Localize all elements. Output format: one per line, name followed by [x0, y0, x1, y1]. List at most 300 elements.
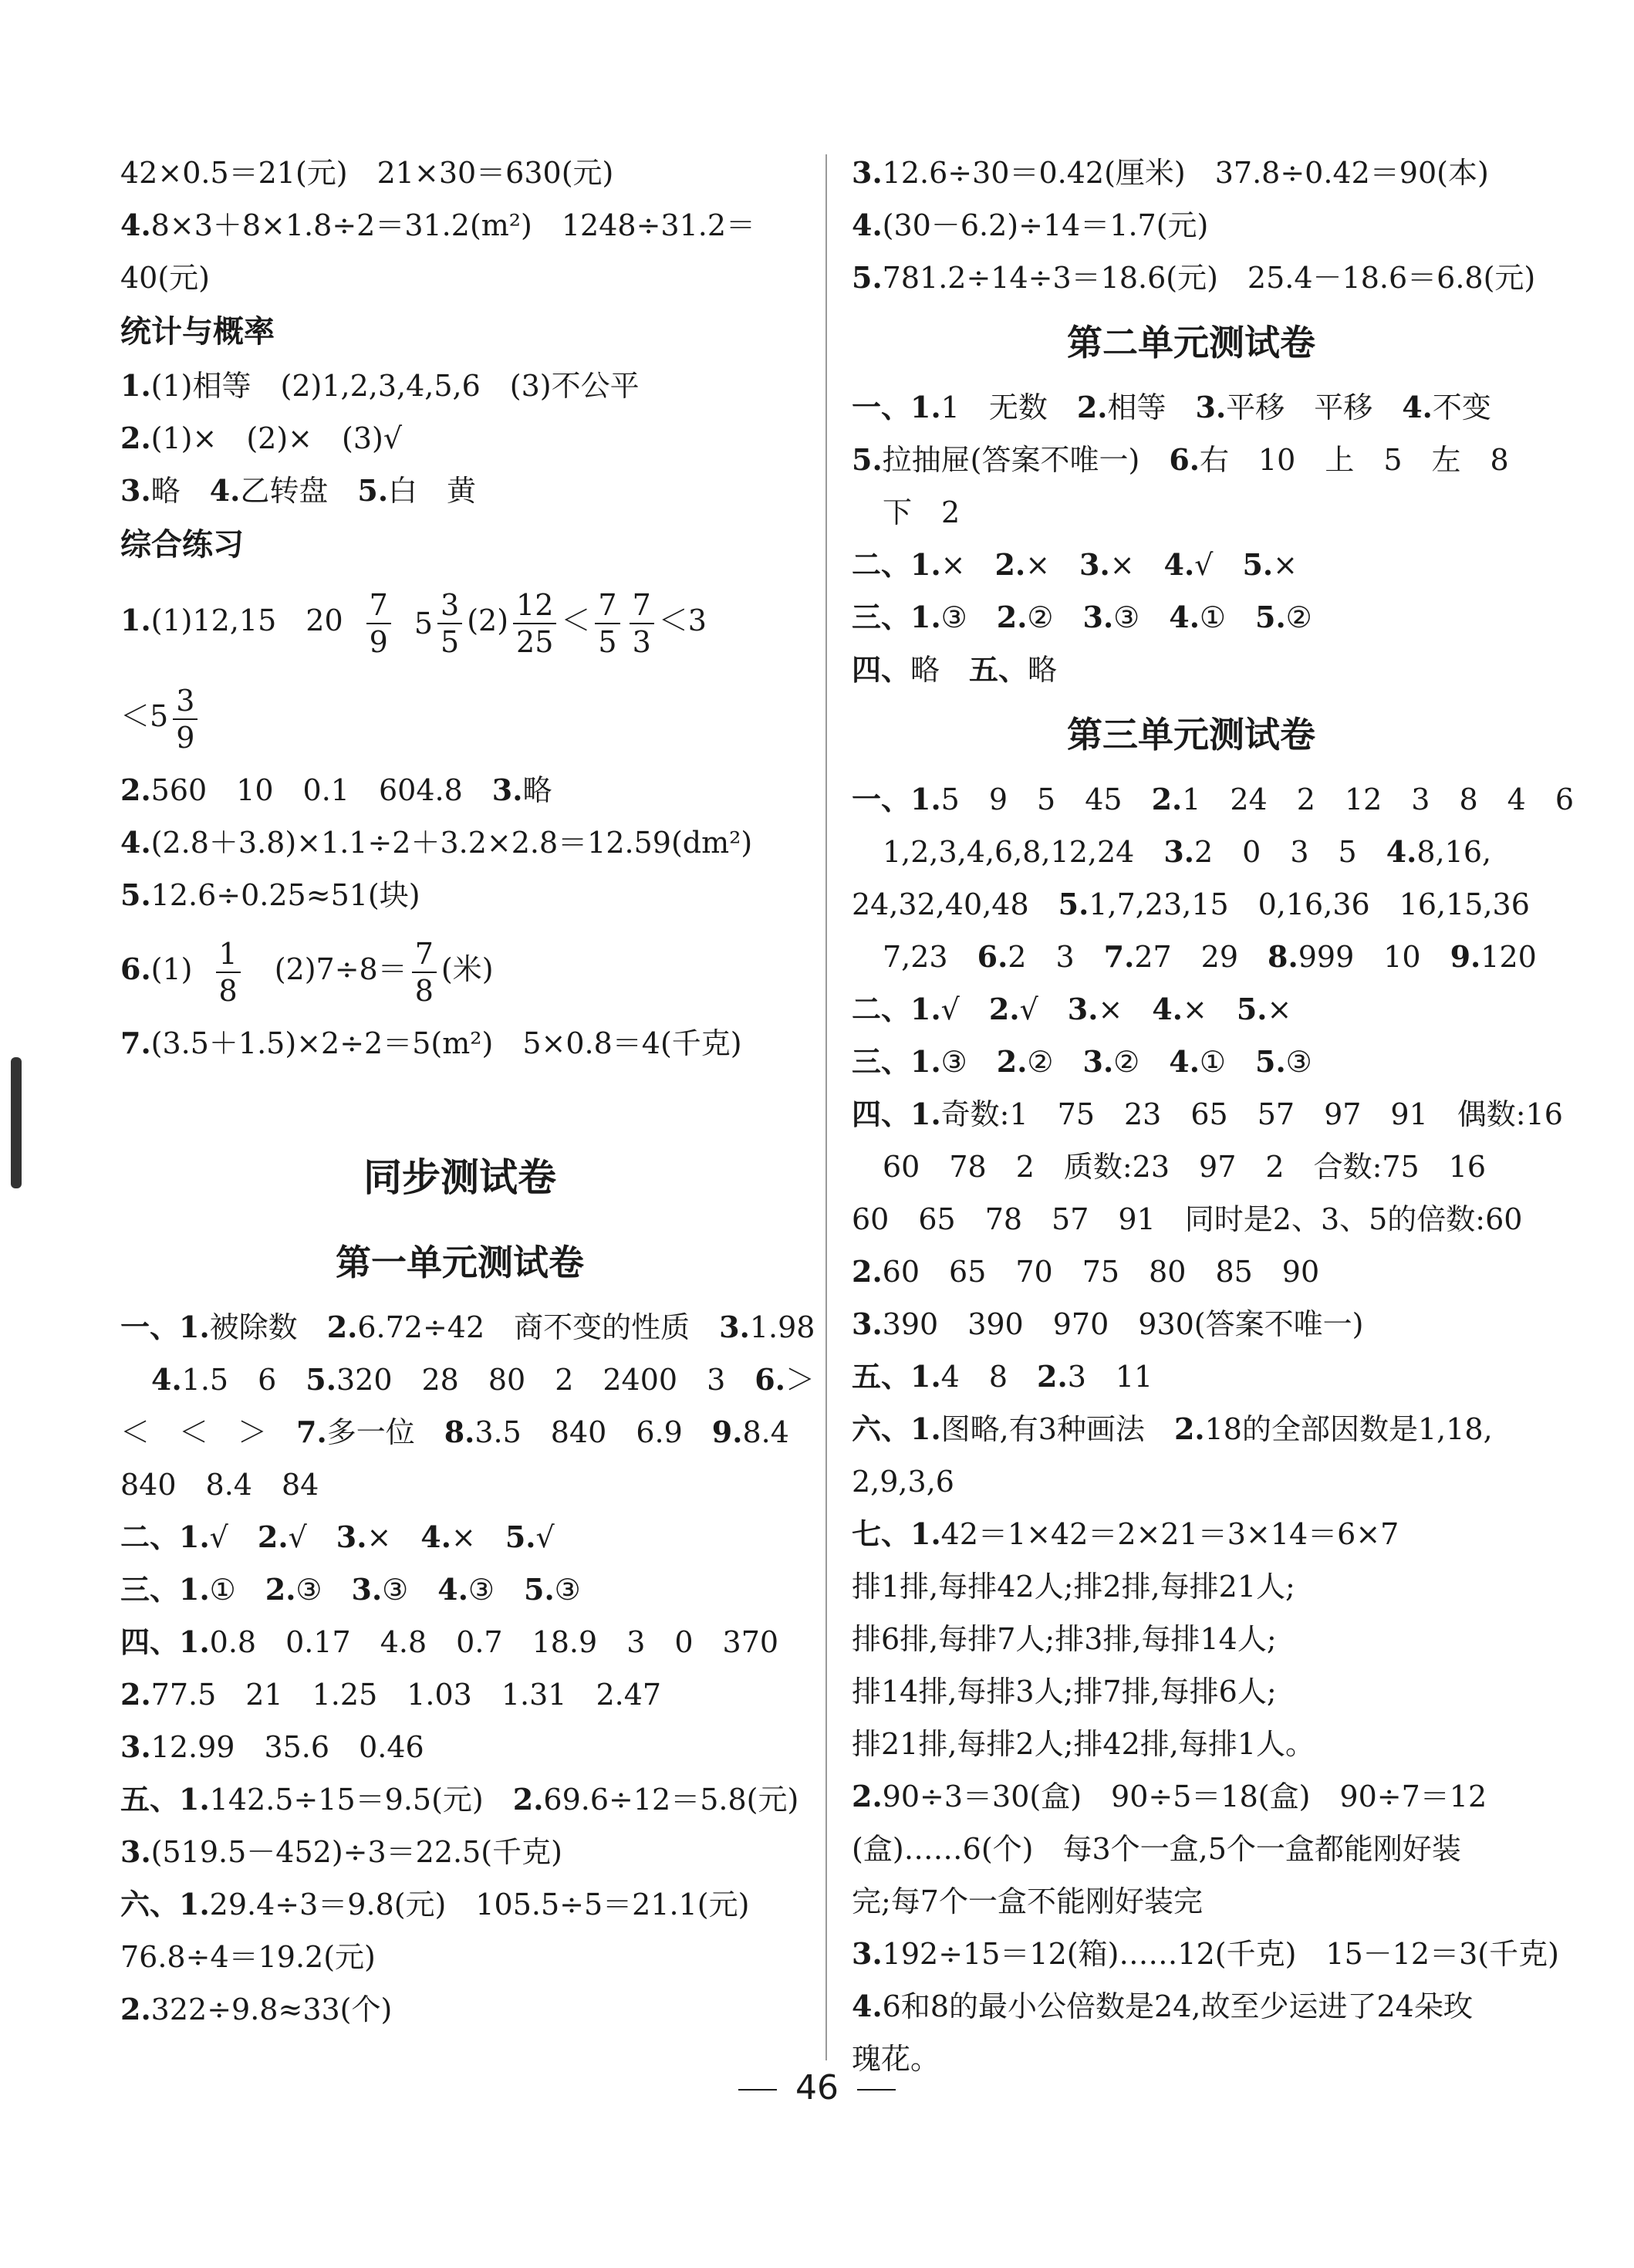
answer-text: 排1排,每排42人;排2排,每排21人;	[852, 1570, 1295, 1604]
item-number: 2.	[326, 1310, 358, 1344]
item-number: 3.	[1195, 390, 1227, 424]
answer-line	[120, 1406, 799, 1458]
item-number: 7.	[120, 1026, 151, 1060]
answer-text: (米)	[441, 952, 494, 986]
numerator: 3	[437, 587, 462, 624]
answer-line	[852, 1770, 1531, 1823]
answer-text: 平移 平移	[1226, 390, 1403, 424]
answer-text: 560 10 0.1 604.8	[150, 773, 492, 807]
unit-title: 第一单元测试卷	[336, 1242, 584, 1283]
answer-text: ③	[468, 1573, 524, 1607]
answer-line	[120, 1668, 799, 1721]
answer-line-fraction	[120, 921, 799, 1017]
answer-text: (519.5－452)÷3＝22.5(千克)	[150, 1835, 562, 1869]
answer-line	[120, 1616, 799, 1668]
column-divider	[825, 154, 827, 2060]
answer-text: 1 24 2 12 3 8 4 6	[1182, 782, 1575, 816]
fraction	[437, 587, 462, 660]
answer-text: 90÷3＝30(盒) 90÷5＝18(盒) 90÷7＝12	[882, 1780, 1487, 1813]
answer-text: √	[1194, 548, 1243, 582]
answer-line	[120, 252, 799, 304]
item-number: 4.	[151, 1362, 182, 1397]
numerator: 12	[513, 587, 556, 624]
item-number: 5.	[852, 260, 883, 295]
answer-line	[852, 773, 1575, 826]
answer-line	[852, 591, 1531, 644]
answer-text: 乙转盘	[240, 474, 358, 508]
answer-text: ③	[940, 600, 997, 634]
answer-text: 排21排,每排2人;排42排,每排1人。	[852, 1727, 1315, 1761]
answer-text: 白 黄	[388, 474, 477, 508]
item-number: 3.	[1082, 600, 1114, 634]
answer-text: ③	[554, 1573, 581, 1607]
item-number: 6.	[1169, 442, 1200, 477]
section-heading: 统计与概率	[120, 314, 275, 350]
answer-line-fraction	[120, 668, 799, 764]
answer-text: 29.4÷3＝9.8(元) 105.5÷5＝21.1(元)	[209, 1888, 750, 1922]
answer-line	[120, 1931, 799, 1983]
answer-line	[852, 1088, 1563, 1141]
item-number: 4.	[437, 1572, 468, 1607]
numerator: 7	[630, 587, 654, 624]
item-number: 3.	[1067, 992, 1099, 1026]
item-number: 4.	[120, 825, 151, 860]
item-number: 3.	[852, 1936, 883, 1971]
item-number: 2.	[996, 600, 1028, 634]
answer-text: 奇数:1 75 23 65 57 97 91 偶数:16	[940, 1097, 1563, 1131]
answer-line	[120, 869, 799, 921]
answer-text: 不变	[1432, 390, 1491, 424]
answer-line	[852, 931, 1537, 983]
answer-text: √	[288, 1520, 336, 1554]
answer-line	[120, 1563, 799, 1616]
answer-text: ×	[1182, 992, 1237, 1026]
answer-text: (2.8＋3.8)×1.1÷2＋3.2×2.8＝12.59(dm²)	[150, 826, 753, 860]
item-number: 5.	[1255, 1044, 1286, 1079]
answer-text: 60 65 70 75 80 85 90	[882, 1255, 1320, 1289]
fraction	[630, 587, 654, 660]
unit-title: 第二单元测试卷	[1067, 322, 1315, 363]
denominator: 9	[176, 720, 195, 755]
item-number: 5.	[505, 1519, 536, 1554]
numerator: 7	[412, 936, 437, 973]
answer-text: 相等	[1107, 390, 1196, 424]
answer-text: √	[535, 1520, 555, 1554]
answer-line	[852, 826, 1531, 878]
item-number: 2.	[994, 547, 1026, 582]
answer-text: 12.6÷0.25≈51(块)	[150, 878, 420, 912]
answer-text: 略	[1028, 653, 1058, 687]
answer-line	[852, 1403, 1531, 1455]
answer-text: 5 9 5 45	[940, 782, 1152, 816]
item-number: 9.	[1450, 939, 1481, 974]
item-number: 6.	[120, 951, 151, 986]
answer-text: 322÷9.8≈33(个)	[150, 1993, 393, 2026]
answer-text: ①	[209, 1573, 265, 1607]
item-number: 3.	[852, 1306, 883, 1341]
answer-text: 142.5÷15＝9.5(元)	[209, 1783, 513, 1817]
answer-line	[120, 764, 799, 816]
item-number: 5.	[306, 1362, 336, 1397]
answer-line	[852, 1980, 1531, 2033]
numerator: 7	[595, 587, 620, 624]
answer-text: ③	[1113, 600, 1170, 634]
answer-text: 略	[522, 773, 552, 807]
item-number: 5.	[1255, 600, 1286, 634]
answer-text: ②	[1027, 1045, 1083, 1079]
item-number: 3.	[120, 1729, 151, 1764]
denominator: 5	[598, 624, 617, 659]
item-number: 2.	[257, 1519, 289, 1554]
item-number: 四、	[852, 652, 911, 687]
answer-text: √	[209, 1520, 258, 1554]
answer-text: ＞	[785, 1363, 815, 1397]
answer-text: 69.6÷12＝5.8(元)	[543, 1783, 799, 1817]
item-number: 9.	[711, 1415, 743, 1449]
answer-line	[852, 1350, 1531, 1403]
answer-line	[852, 486, 1531, 539]
answer-text: ＜5	[120, 699, 169, 733]
answer-line	[852, 644, 1531, 696]
answer-line	[852, 1875, 1531, 1928]
item-number: 8.	[1268, 939, 1298, 974]
answer-line	[120, 1458, 799, 1511]
item-number: 2.	[852, 1254, 883, 1289]
answer-text: 27 29	[1134, 940, 1268, 974]
answer-text: 40(元)	[120, 261, 211, 295]
page-dash-left	[738, 2089, 777, 2091]
item-number: 4.	[852, 1989, 883, 2023]
item-number: 3.	[852, 155, 883, 190]
answer-text: ＜	[561, 603, 591, 637]
answer-line	[852, 381, 1531, 434]
answer-text: ①	[1199, 1045, 1255, 1079]
item-number: 3.	[1079, 547, 1110, 582]
answer-line	[852, 147, 1531, 199]
item-number: 5.	[852, 442, 883, 477]
numerator: 3	[173, 683, 197, 720]
denominator: 25	[516, 624, 554, 659]
item-number: 1.	[120, 368, 151, 403]
answer-line	[852, 878, 1531, 931]
fraction	[513, 587, 556, 660]
item-number: 六、1.	[852, 1411, 941, 1446]
answer-text: 12.6÷30＝0.42(厘米) 37.8÷0.42＝90(本)	[882, 156, 1489, 190]
answer-text: (2)	[467, 603, 509, 637]
item-number: 2.	[1076, 390, 1108, 424]
answer-text: ③	[295, 1573, 352, 1607]
numerator: 1	[216, 936, 241, 973]
answer-text: 1,2,3,4,6,8,12,24	[883, 835, 1164, 869]
item-number: 4.	[1163, 547, 1195, 582]
answer-text: 1,7,23,15 0,16,36 16,15,36	[1089, 887, 1530, 921]
answer-text: ×	[940, 548, 995, 582]
answer-text: 12.99 35.6 0.46	[150, 1730, 424, 1764]
answer-text: 0.8 0.17 4.8 0.7 18.9 3 0 370	[209, 1625, 779, 1659]
page-dash-right	[857, 2089, 896, 2091]
item-number: 三、1.	[852, 600, 941, 634]
item-number: 五、1.	[852, 1359, 941, 1394]
answer-text: ＜3	[658, 603, 707, 637]
answer-text: (1)× (2)× (3)√	[150, 421, 403, 455]
answer-text: 7,23	[883, 940, 977, 974]
answer-text: 1.5 6	[181, 1363, 306, 1397]
item-number: 4.	[1386, 834, 1417, 869]
answer-text: 999 10	[1298, 940, 1450, 974]
answer-text: 192÷15＝12(箱)……12(千克) 15－12＝3(千克)	[882, 1937, 1559, 1971]
answer-text: 完;每7个一盒不能刚好装完	[852, 1884, 1203, 1918]
answer-text: ①	[1199, 600, 1255, 634]
answer-text: ×	[366, 1520, 421, 1554]
item-number: 5.	[1242, 547, 1274, 582]
answer-text: ＜ ＜ ＞	[120, 1415, 297, 1449]
item-number: 2.	[120, 1992, 151, 2026]
answer-text: (1)相等 (2)1,2,3,4,5,6 (3)不公平	[150, 369, 640, 403]
answer-text: √	[940, 992, 989, 1026]
item-number: 5.	[357, 473, 389, 508]
item-number: 6.	[977, 939, 1008, 974]
answer-line-fraction	[120, 573, 799, 668]
item-number: 3.	[120, 1834, 151, 1869]
numerator: 7	[366, 587, 391, 624]
answer-text: ②	[1113, 1045, 1170, 1079]
answer-text: 6.72÷42 商不变的性质	[357, 1310, 720, 1344]
answer-text: 77.5 21 1.25 1.03 1.31 2.47	[150, 1678, 662, 1712]
section-heading: 综合练习	[120, 527, 244, 563]
item-number: 1.	[120, 603, 151, 637]
answer-line	[852, 1036, 1531, 1088]
item-number: 2.	[1173, 1411, 1205, 1446]
item-number: 7.	[296, 1415, 327, 1449]
answer-text: (1)12,15 20	[150, 603, 343, 637]
answer-text: 3.5 840 6.9	[474, 1415, 712, 1449]
answer-text: 被除数	[209, 1310, 327, 1344]
answer-text: 781.2÷14÷3＝18.6(元) 25.4－18.6＝6.8(元)	[882, 261, 1536, 295]
item-number: 7.	[1103, 939, 1135, 974]
answer-text: 120	[1480, 940, 1537, 974]
item-number: 6.	[755, 1362, 785, 1397]
answer-text: 略	[910, 653, 970, 687]
denominator: 5	[441, 624, 460, 659]
answer-line	[852, 434, 1531, 486]
item-number: 一、1.	[120, 1310, 210, 1344]
item-number: 4.	[1152, 992, 1183, 1026]
item-number: 2.	[120, 421, 151, 455]
answer-line	[852, 1718, 1531, 1770]
answer-text: 3 11	[1067, 1360, 1153, 1394]
answer-text: 8.4	[742, 1415, 789, 1449]
answer-line	[852, 1246, 1531, 1298]
answer-text: 图略,有3种画法	[940, 1412, 1174, 1446]
item-number: 4.	[1169, 600, 1200, 634]
answer-text: 390 390 970 930(答案不唯一)	[882, 1307, 1364, 1341]
answer-line	[120, 1773, 799, 1826]
answer-text: ③	[1285, 1045, 1312, 1079]
page-number-text: 46	[795, 2068, 839, 2107]
item-number: 三、1.	[120, 1572, 210, 1607]
answer-line	[120, 1878, 799, 1931]
answer-text: 8×3＋8×1.8÷2＝31.2(m²) 1248÷31.2＝	[150, 208, 756, 242]
answer-line	[852, 1665, 1531, 1718]
answer-text: (2)7÷8＝	[245, 952, 407, 986]
answer-line	[120, 1301, 815, 1354]
item-number: 3.	[336, 1519, 367, 1554]
mixed-number	[414, 576, 467, 671]
answer-line	[120, 1354, 815, 1406]
item-number: 四、1.	[852, 1097, 941, 1131]
answer-text: 2 3	[1008, 940, 1104, 974]
answer-text: ×	[451, 1520, 505, 1554]
item-number: 4.	[1169, 1044, 1200, 1079]
scan-mark	[11, 1057, 22, 1188]
denominator: 8	[414, 973, 434, 1008]
item-number: 六、1.	[120, 1887, 210, 1922]
answer-line	[120, 816, 799, 869]
answer-line	[120, 1983, 799, 2036]
answer-line	[852, 539, 1531, 591]
answer-text: 60 78 2 质数:23 97 2 合数:75 16	[883, 1150, 1487, 1184]
answer-text: 60 65 78 57 91 同时是2、3、5的倍数:60	[852, 1202, 1523, 1236]
answer-line	[120, 199, 799, 252]
answer-text: 8,16,	[1416, 835, 1492, 869]
answer-text: 1 无数	[940, 390, 1077, 424]
answer-line	[120, 147, 799, 199]
item-number: 一、1.	[852, 390, 941, 424]
item-number: 4.	[209, 473, 241, 508]
item-number: 3.	[1082, 1044, 1114, 1079]
item-number: 5.	[120, 877, 151, 912]
answer-text: (1)	[150, 952, 193, 986]
answer-line	[120, 1511, 799, 1563]
answer-text: (30－6.2)÷14＝1.7(元)	[882, 208, 1209, 242]
item-number: 2.	[265, 1572, 296, 1607]
answer-line	[852, 199, 1531, 252]
answer-line	[120, 360, 799, 412]
answer-text: 排14排,每排3人;排7排,每排6人;	[852, 1675, 1277, 1709]
item-number: 3.	[1163, 834, 1194, 869]
item-number: 五、1.	[120, 1782, 210, 1817]
answer-line	[852, 1141, 1531, 1193]
item-number: 五、	[969, 652, 1028, 687]
item-number: 3.	[351, 1572, 383, 1607]
left-column	[120, 147, 815, 2036]
unit-title: 第三单元测试卷	[1067, 714, 1315, 755]
item-number: 5.	[1236, 992, 1268, 1026]
answer-text: ③	[382, 1573, 438, 1607]
item-number: 5.	[1058, 887, 1089, 921]
answer-line	[852, 1193, 1531, 1246]
answer-text: 2 0 3 5	[1194, 835, 1386, 869]
whole-part: 5	[414, 606, 434, 641]
answer-text: √	[1019, 992, 1068, 1026]
answer-text: 拉抽屉(答案不唯一)	[882, 443, 1170, 477]
fraction	[173, 683, 197, 755]
answer-text: ×	[1109, 548, 1164, 582]
answer-line	[852, 1298, 1531, 1350]
item-number: 2.	[852, 1779, 883, 1813]
item-number: 七、1.	[852, 1516, 941, 1551]
answer-text: 42＝1×42＝2×21＝3×14＝6×7	[940, 1517, 1399, 1551]
answer-text: ×	[1025, 548, 1080, 582]
item-number: 2.	[1037, 1359, 1068, 1394]
item-number: 3.	[491, 772, 523, 807]
item-number: 4.	[852, 208, 883, 242]
answer-text: ×	[1098, 992, 1153, 1026]
answer-line	[852, 1613, 1531, 1665]
answer-text: 下 2	[883, 495, 960, 529]
part-title: 同步测试卷	[363, 1155, 556, 1200]
answer-text: 18的全部因数是1,18,	[1204, 1412, 1493, 1446]
fraction	[216, 936, 241, 1009]
item-number: 2.	[512, 1782, 544, 1817]
answer-text: ②	[1027, 600, 1083, 634]
answer-text: ×	[1273, 548, 1298, 582]
answer-text: ②	[1285, 600, 1312, 634]
answer-line	[852, 1823, 1531, 1875]
item-number: 四、1.	[120, 1624, 210, 1659]
answer-text: 76.8÷4＝19.2(元)	[120, 1940, 376, 1974]
item-number: 三、1.	[852, 1044, 941, 1079]
item-number: 二、1.	[120, 1519, 210, 1554]
answer-line	[120, 1721, 799, 1773]
answer-text: 瑰花。	[852, 2042, 940, 2076]
fraction	[366, 587, 391, 660]
answer-line	[852, 1508, 1531, 1560]
item-number: 2.	[120, 772, 151, 807]
answer-text: ③	[940, 1045, 997, 1079]
answer-line	[852, 1455, 1531, 1508]
item-number: 2.	[988, 992, 1020, 1026]
answer-text: 4 8	[940, 1360, 1038, 1394]
denominator: 3	[632, 624, 651, 659]
fraction	[595, 587, 620, 660]
answer-line	[852, 983, 1531, 1036]
item-number: 8.	[444, 1415, 475, 1449]
item-number: 4.	[120, 208, 151, 242]
item-number: 2.	[996, 1044, 1028, 1079]
item-number: 2.	[120, 1677, 151, 1712]
item-number: 二、1.	[852, 547, 941, 582]
right-column	[852, 147, 1575, 2085]
answer-text: 24,32,40,48	[852, 887, 1058, 921]
answer-text: 1.98	[749, 1310, 815, 1344]
answer-line	[120, 1826, 799, 1878]
denominator: 9	[369, 624, 388, 659]
answer-line	[852, 1560, 1531, 1613]
answer-text: 320 28 80 2 2400 3	[336, 1363, 755, 1397]
answer-text: ×	[1267, 992, 1292, 1026]
item-number: 2.	[1151, 782, 1183, 816]
answer-text: 多一位	[326, 1415, 444, 1449]
item-number: 3.	[120, 473, 151, 508]
answer-line	[852, 252, 1536, 304]
item-number: 一、1.	[852, 782, 941, 816]
item-number: 4.	[1402, 390, 1433, 424]
answer-line	[120, 412, 799, 465]
answer-text: 42×0.5＝21(元) 21×30＝630(元)	[120, 156, 614, 190]
item-number: 4.	[420, 1519, 451, 1554]
answer-text: 排6排,每排7人;排3排,每排14人;	[852, 1622, 1277, 1656]
denominator: 8	[218, 973, 238, 1008]
answer-line	[852, 1928, 1559, 1980]
item-number: 5.	[524, 1572, 555, 1607]
answer-line	[120, 465, 799, 517]
answer-text: 2,9,3,6	[852, 1465, 954, 1499]
answer-line	[120, 1017, 799, 1070]
fraction	[412, 936, 437, 1009]
answer-text: (3.5＋1.5)×2÷2＝5(m²) 5×0.8＝4(千克)	[150, 1026, 742, 1060]
page-number	[0, 2068, 1634, 2107]
